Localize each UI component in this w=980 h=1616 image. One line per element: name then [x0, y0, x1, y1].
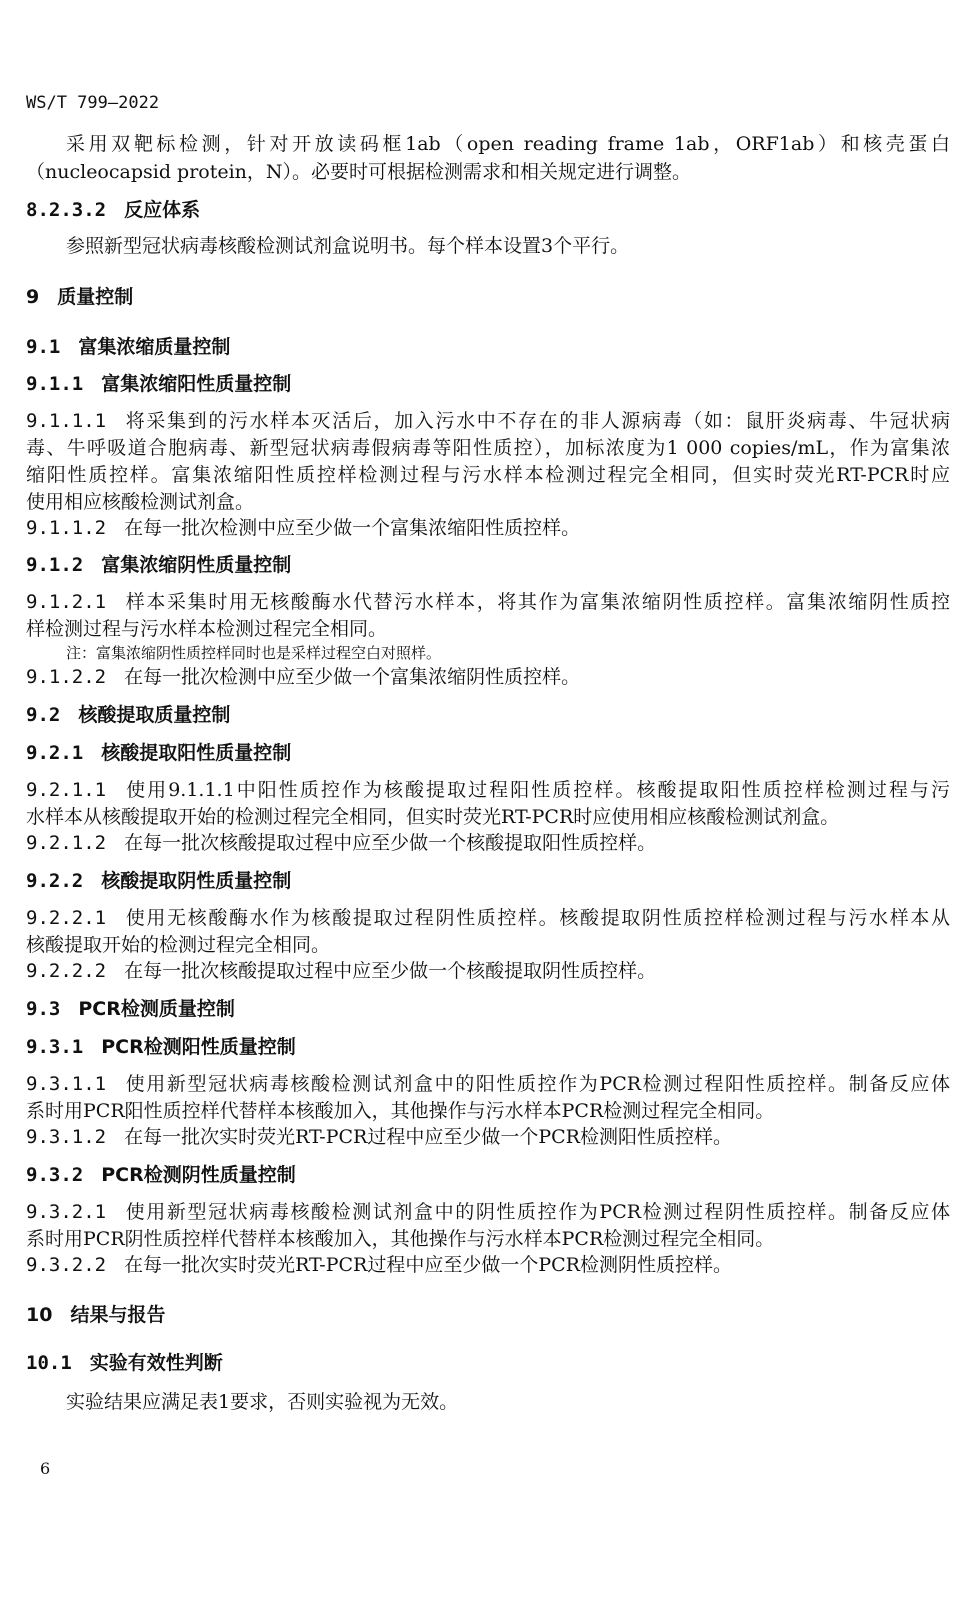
section-heading-9-2-2	[26, 868, 950, 894]
paragraph-line: 水样本从核酸提取开始的检测过程完全相同，但实时荧光RT-PCR时应使用相应核酸检测试剂盒。	[26, 806, 840, 828]
paragraph-line: 核酸提取开始的检测过程完全相同。	[26, 934, 331, 956]
paragraph-line: 使用新型冠状病毒核酸检测试剂盒中的阴性质控作为PCR检测过程阴性质控样。制备反应体	[124, 1201, 950, 1223]
section-title: PCR检测质量控制	[78, 998, 235, 1020]
paragraph-line: 毒、牛呼吸道合胞病毒、新型冠状病毒假病毒等阳性质控），加标浓度为1 000 copies/mL，作为富集浓	[26, 437, 950, 459]
clause-number: 9.3.1.1	[26, 1073, 107, 1095]
clause-text: 在每一批次实时荧光RT-PCR过程中应至少做一个PCR检测阳性质控样。	[124, 1126, 732, 1148]
clause-text: 在每一批次核酸提取过程中应至少做一个核酸提取阳性质控样。	[124, 832, 657, 854]
section-title: PCR检测阴性质量控制	[101, 1164, 296, 1186]
section-number: 9.3.2	[26, 1164, 84, 1186]
clause-text: 在每一批次检测中应至少做一个富集浓缩阳性质控样。	[124, 517, 581, 539]
paragraph-line: 使用9.1.1.1中阳性质控作为核酸提取过程阳性质控样。核酸提取阳性质控样检测过程与污	[124, 779, 950, 801]
clause-number: 9.3.2.1	[26, 1201, 107, 1223]
clause-number: 9.3.2.2	[26, 1254, 107, 1276]
paragraph-line: 系时用PCR阴性质控样代替样本核酸加入，其他操作与污水样本PCR检测过程完全相同。	[26, 1228, 775, 1250]
clause-number: 9.2.2.2	[26, 960, 107, 982]
paragraph-line: 使用无核酸酶水作为核酸提取过程阴性质控样。核酸提取阴性质控样检测过程与污水样本从	[124, 907, 950, 929]
section-heading-9-1	[26, 334, 950, 360]
clause-9-1-1-2	[26, 515, 950, 541]
clause-number: 9.2.1.2	[26, 832, 107, 854]
clause-9-2-1-2	[26, 830, 950, 856]
section-title: 反应体系	[124, 199, 201, 221]
clause-text: 在每一批次实时荧光RT-PCR过程中应至少做一个PCR检测阴性质控样。	[124, 1254, 732, 1276]
section-number: 10.1	[26, 1352, 72, 1374]
note-text: 注：富集浓缩阴性质控样同时也是采样过程空白对照样。	[66, 644, 442, 662]
section-heading-9-3-1	[26, 1034, 950, 1060]
document-code: WS/T 799—2022	[26, 93, 160, 113]
section-number: 9.3	[26, 998, 61, 1020]
clause-9-2-2-2	[26, 958, 950, 984]
clause-9-1-2-1	[26, 589, 950, 615]
paragraph-line: 采用双靶标检测，针对开放读码框1ab（open reading frame 1ab，ORF1ab）和核壳蛋白	[66, 133, 950, 155]
clause-9-3-1-2	[26, 1124, 950, 1150]
section-title: 结果与报告	[70, 1304, 166, 1326]
paragraph-line: 将采集到的污水样本灭活后，加入污水中不存在的非人源病毒（如：鼠肝炎病毒、牛冠状病	[124, 410, 950, 432]
section-title: 质量控制	[57, 286, 134, 308]
section-title: 核酸提取质量控制	[78, 704, 231, 726]
section-title: PCR检测阳性质量控制	[101, 1036, 296, 1058]
paragraph-line: 缩阳性质控样。富集浓缩阳性质控样检测过程与污水样本检测过程完全相同，但实时荧光RT-PCR时应	[26, 464, 950, 486]
section-number: 9	[26, 286, 40, 308]
clause-9-1-1-1	[26, 408, 950, 434]
clause-text: 在每一批次核酸提取过程中应至少做一个核酸提取阴性质控样。	[124, 960, 657, 982]
section-title: 富集浓缩阳性质量控制	[101, 373, 292, 395]
clause-9-3-2-2	[26, 1252, 950, 1278]
clause-9-2-2-1	[26, 905, 950, 931]
section-title: 核酸提取阳性质量控制	[101, 742, 292, 764]
clause-number: 9.2.2.1	[26, 907, 107, 929]
section-number: 9.1.1	[26, 373, 84, 395]
section-title: 核酸提取阴性质量控制	[101, 870, 292, 892]
clause-number: 9.3.1.2	[26, 1126, 107, 1148]
section-heading-9-2	[26, 702, 950, 728]
clause-number: 9.2.1.1	[26, 779, 107, 801]
section-number: 9.1	[26, 336, 61, 358]
clause-text: 在每一批次检测中应至少做一个富集浓缩阴性质控样。	[124, 666, 581, 688]
paragraph-line: 使用新型冠状病毒核酸检测试剂盒中的阳性质控作为PCR检测过程阳性质控样。制备反应体	[124, 1073, 950, 1095]
section-title: 富集浓缩质量控制	[78, 336, 231, 358]
clause-number: 9.1.2.2	[26, 666, 107, 688]
section-heading-9-1-1	[26, 371, 950, 397]
section-title: 实验有效性判断	[89, 1352, 223, 1374]
section-heading-9-2-1	[26, 740, 950, 766]
clause-9-2-1-1	[26, 777, 950, 803]
section-number: 9.3.1	[26, 1036, 84, 1058]
section-number: 9.2.1	[26, 742, 84, 764]
section-number: 8.2.3.2	[26, 199, 107, 221]
clause-9-1-2-2	[26, 664, 950, 690]
paragraph-line: 系时用PCR阳性质控样代替样本核酸加入，其他操作与污水样本PCR检测过程完全相同。	[26, 1100, 775, 1122]
section-number: 10	[26, 1304, 53, 1326]
section-heading-9-3	[26, 996, 950, 1022]
section-heading-9-3-2	[26, 1162, 950, 1188]
section-heading-8-2-3-2	[26, 197, 950, 223]
page-number: 6	[40, 1459, 51, 1478]
section-number: 9.2.2	[26, 870, 84, 892]
section-heading-9	[26, 284, 950, 310]
section-heading-9-1-2	[26, 552, 950, 578]
clause-number: 9.1.2.1	[26, 591, 107, 613]
section-number: 9.1.2	[26, 554, 84, 576]
paragraph-line: 使用相应核酸检测试剂盒。	[26, 491, 255, 513]
clause-number: 9.1.1.2	[26, 517, 107, 539]
paragraph-line: 样本采集时用无核酸酶水代替污水样本，将其作为富集浓缩阴性质控样。富集浓缩阴性质控	[124, 591, 950, 613]
section-title: 富集浓缩阴性质量控制	[101, 554, 292, 576]
section-heading-10	[26, 1302, 950, 1328]
section-number: 9.2	[26, 704, 61, 726]
paragraph-line: 实验结果应满足表1要求，否则实验视为无效。	[66, 1391, 459, 1413]
clause-9-3-1-1	[26, 1071, 950, 1097]
paragraph-line: 参照新型冠状病毒核酸检测试剂盒说明书。每个样本设置3个平行。	[66, 235, 630, 257]
paragraph-line: （nucleocapsid protein，N）。必要时可根据检测需求和相关规定进行调整。	[26, 161, 692, 183]
section-heading-10-1	[26, 1350, 950, 1376]
paragraph-line: 样检测过程与污水样本检测过程完全相同。	[26, 618, 388, 640]
clause-number: 9.1.1.1	[26, 410, 107, 432]
clause-9-3-2-1	[26, 1199, 950, 1225]
